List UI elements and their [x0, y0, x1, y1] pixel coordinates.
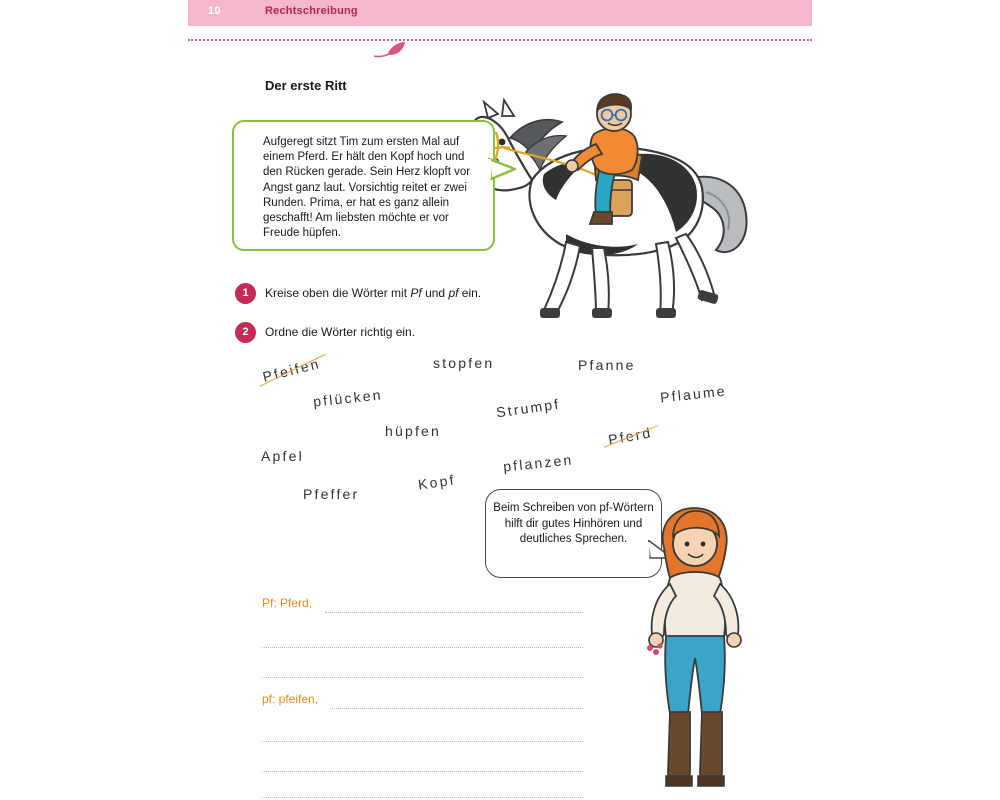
word-item[interactable]: Pfeffer	[303, 486, 360, 502]
task-1-text	[265, 283, 665, 304]
word-item[interactable]: pflanzen	[502, 451, 575, 475]
page-number: 10	[208, 5, 221, 17]
header-divider	[188, 39, 812, 41]
task-1-part2: und	[421, 286, 449, 300]
word-item[interactable]: stopfen	[433, 355, 495, 371]
word-item[interactable]: Pflaume	[659, 382, 728, 406]
word-item[interactable]: hüpfen	[385, 423, 442, 439]
boy-rider-illustration	[552, 92, 672, 232]
answer-line-4[interactable]	[330, 708, 583, 709]
word-item[interactable]: pflücken	[312, 386, 384, 410]
task-2-number: 2	[235, 322, 256, 343]
word-item[interactable]: Strumpf	[495, 395, 562, 421]
task-1-italic-Pf: Pf	[410, 286, 422, 300]
answer-line-5[interactable]	[262, 741, 583, 742]
task-1-part1: Kreise oben die Wörter mit	[265, 286, 411, 300]
word-item[interactable]: Pfeifen	[260, 355, 323, 385]
answer-line-7[interactable]	[262, 797, 583, 798]
leaf-icon	[372, 40, 408, 60]
task-2-text: Ordne die Wörter richtig ein.	[265, 325, 416, 339]
answer-line-3[interactable]	[262, 677, 583, 678]
exercise-title: Der erste Ritt	[265, 78, 347, 93]
answer-line-2[interactable]	[262, 647, 583, 648]
page-title: Rechtschreibung	[265, 5, 358, 17]
word-item[interactable]: Kopf	[417, 471, 457, 493]
story-box-tail	[489, 155, 523, 189]
answer-label-upper: Pf: Pferd,	[262, 596, 313, 610]
word-item[interactable]: Pferd	[606, 424, 654, 448]
tip-text: Beim Schreiben von pf-Wörtern hilft dir gutes Hinhören und deutliches Sprechen.	[493, 502, 654, 545]
task-1-number: 1	[235, 283, 256, 304]
task-1-italic-pf: pf	[448, 286, 459, 300]
girl-illustration	[640, 500, 750, 800]
word-item[interactable]: Apfel	[261, 448, 304, 464]
answer-label-lower: pf: pfeifen,	[262, 692, 319, 706]
task-1-part3: ein.	[458, 286, 482, 300]
word-item[interactable]: Pfanne	[578, 357, 636, 373]
answer-line-6[interactable]	[262, 771, 583, 772]
answer-line-1[interactable]	[325, 612, 583, 613]
story-text: Aufgeregt sitzt Tim zum ersten Mal auf einem Pferd. Er hält den Kopf hoch und den Rücken gerade. Sein Herz klopft vor Angst ganz laut. Vorsichtig reitet er zwei Runden. Prima, er hat es ganz allein geschafft! Am liebsten möchte er vor Freude hüpfen.	[263, 136, 471, 240]
